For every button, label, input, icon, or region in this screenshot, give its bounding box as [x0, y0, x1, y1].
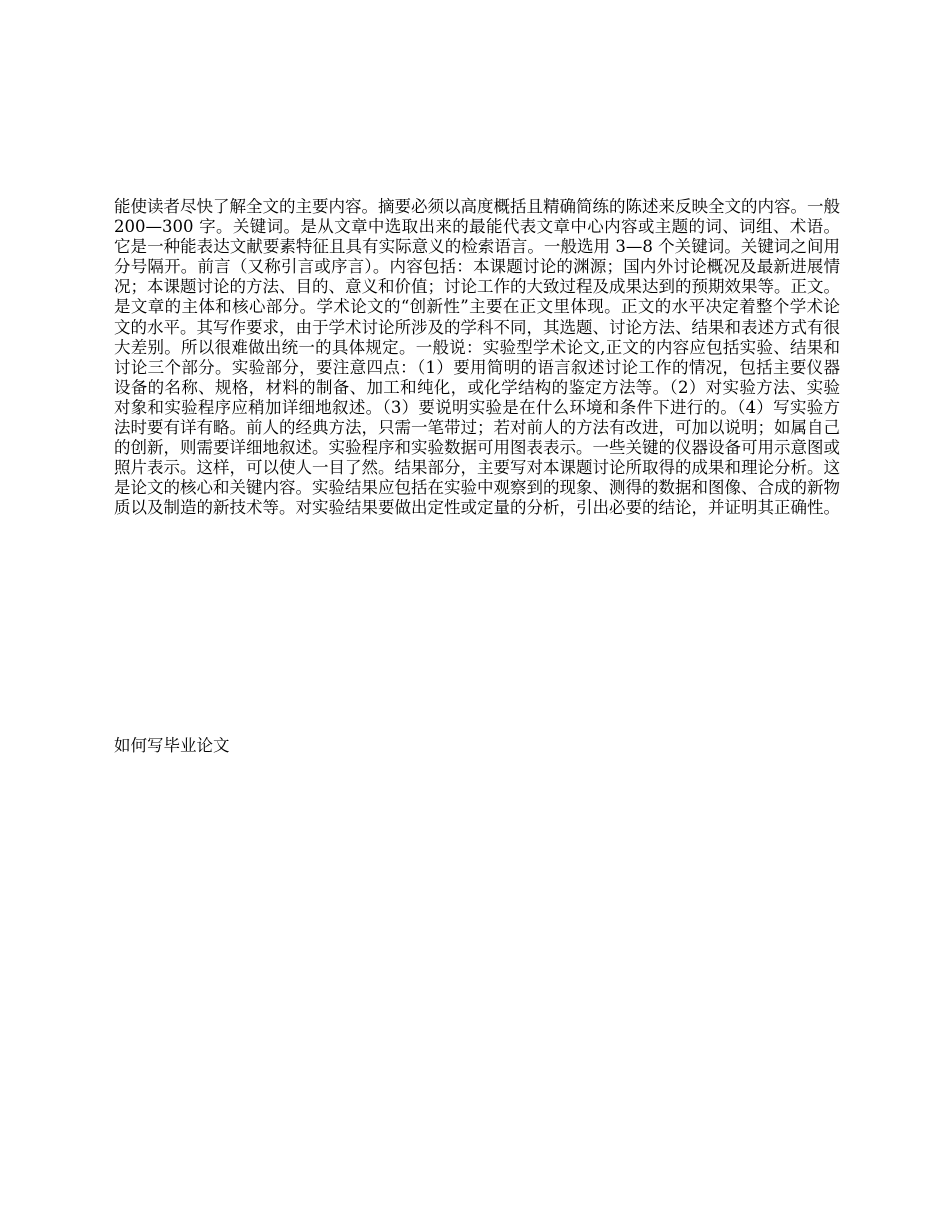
- footer-title: 如何写毕业论文: [114, 736, 230, 755]
- body-paragraph: 能使读者尽快了解全文的主要内容。摘要必须以高度概括且精确简练的陈述来反映全文的内容。一般 200—300 字。关键词。是从文章中选取出来的最能代表文章中心内容或主题的词、词组、术语。它是一种能表达文献要素特征且具有实际意义的检索语言。一般选用 3—8 个关键词。关键词之间用分号隔开。前言（又称引言或序言）。内容包括：本课题讨论的渊源；国内外讨论概况及最新进展情况；本课题讨论的方法、目的、意义和价值；讨论工作的大致过程及成果达到的预期效果等。正文。是文章的主体和核心部分。学术论文的“创新性”主要在正文里体现。正文的水平决定着整个学术论文的水平。其写作要求，由于学术讨论所涉及的学科不同，其选题、讨论方法、结果和表述方式有很大差别。所以很难做出统一的具体规定。一般说：实验型学术论文,正文的内容应包括实验、结果和讨论三个部分。实验部分，要注意四点：（1）要用简明的语言叙述讨论工作的情况，包括主要仪器设备的名称、规格，材料的制备、加工和纯化，或化学结构的鉴定方法等。（2）对实验方法、实验对象和实验程序应稍加详细地叙述。（3）要说明实验是在什么环境和条件下进行的。（4）写实验方法时要有详有略。前人的经典方法，只需一笔带过；若对前人的方法有改进，可加以说明；如属自己的创新，则需要详细地叙述。实验程序和实验数据可用图表表示。一些关键的仪器设备可用示意图或照片表示。这样，可以使人一目了然。结果部分，主要写对本课题讨论所取得的成果和理论分析。这是论文的核心和关键内容。实验结果应包括在实验中观察到的现象、测得的数据和图像、合成的新物质以及制造的新技术等。对实验结果要做出定性或定量的分析，引出必要的结论，并证明其正确性。: [114, 197, 840, 518]
